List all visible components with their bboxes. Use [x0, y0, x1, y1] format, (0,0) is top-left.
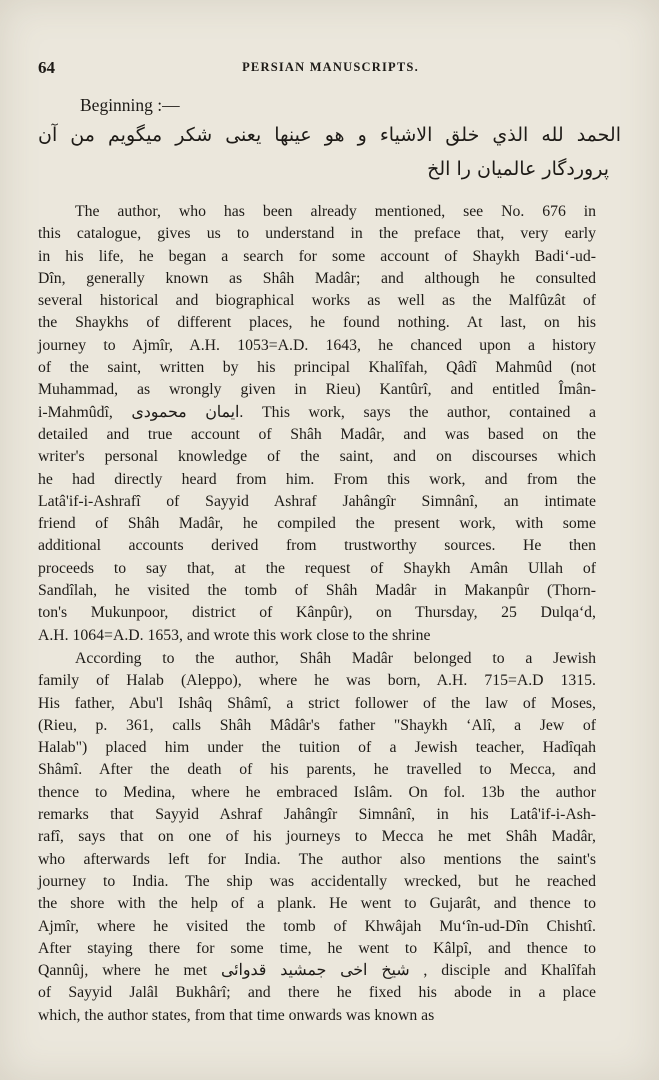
text-line: journey to India. The ship was accidentally wrecked, but he reached — [38, 872, 596, 890]
text-line: he had directly heard from him. From this work, and from the — [38, 470, 596, 488]
text-line: Qannûj, where he met شیخ اخی جمشید قدوائی , disciple and Khalîfah — [38, 962, 596, 980]
arabic-incipit-line-1: الحمد لله الذي خلق الاشياء و هو عینها یعنی شکر میگویم من آن — [38, 124, 621, 146]
text-line: His father, Abu'l Ishâq Shâmî, a strict follower of the law of Moses, — [38, 694, 596, 712]
text-line: According to the author, Shâh Madâr belonged to a Jewish — [75, 650, 596, 667]
page-number: 64 — [38, 58, 55, 77]
text-line: Sandîlah, he visited the tomb of Shâh Madâr in Makanpûr (Thorn- — [38, 582, 596, 600]
text-line: family of Halab (Aleppo), where he was born, A.H. 715=A.D 1315. — [38, 672, 596, 690]
text-line: Shâmî. After the death of his parents, he travelled to Mecca, and — [38, 761, 596, 779]
text-line: After staying there for some time, he went to Kâlpî, and thence to — [38, 939, 596, 957]
running-title: PERSIAN MANUSCRIPTS. — [242, 60, 419, 74]
text-line: (Rieu, p. 361, calls Shâh Mâdâr's father "Shaykh ‘Alî, a Jew of — [38, 716, 596, 734]
paragraph-author-preface — [38, 201, 596, 647]
text-line: the shore with the help of a plank. He went to Gujarât, and thence to — [38, 895, 596, 913]
text-line: remarks that Sayyid Ashraf Jahângîr Simnânî, in his Latâ'if-i-Ash- — [38, 806, 596, 824]
text-line: several historical and biographical works as well as the Malfûzât of — [38, 292, 596, 310]
text-line: in his life, he began a search for some account of Shaykh Badi‘-ud- — [38, 247, 596, 265]
text-line: proceeds to say that, at the request of Shaykh Amân Ullah of — [38, 559, 596, 577]
text-line: Ajmîr, where he visited the tomb of Khwâjah Mu‘în-ud-Dîn Chishtî. — [38, 917, 596, 935]
text-line: Latâ'if-i-Ashrafî of Sayyid Ashraf Jahângîr Simnânî, an intimate — [38, 492, 596, 510]
text-line: of Sayyid Jalâl Bukhârî; and there he fixed his abode in a place — [38, 984, 596, 1002]
arabic-incipit-line-2: پروردگار عالمیان را الخ — [427, 158, 609, 180]
text-line: Muhammad, as wrongly given in Rieu) Kantûrî, and entitled Îmân- — [38, 381, 596, 399]
text-line: The author, who has been already mentioned, see No. 676 in — [75, 203, 596, 220]
text-line: of the saint, written by his principal Khalîfah, Qâdî Mahmûd (not — [38, 359, 596, 377]
beginning-label: Beginning :— — [80, 95, 180, 115]
text-line: the Shaykhs of different places, he found nothing. At last, on his — [38, 314, 596, 332]
text-line: i-Mahmûdî, ایمان محمودی. This work, says the author, contained a — [38, 403, 596, 421]
text-line: journey to Ajmîr, A.H. 1053=A.D. 1643, he chanced upon a history — [38, 336, 596, 354]
text-line: Dîn, generally known as Shâh Madâr; and although he consulted — [38, 269, 596, 287]
text-line: rafî, says that on one of his journeys to Mecca he met Shâh Madâr, — [38, 828, 596, 846]
text-line: writer's personal knowledge of the saint, and on discourses which — [38, 448, 596, 466]
text-line: friend of Shâh Madâr, he compiled the present work, with some — [38, 515, 596, 533]
text-line: additional accounts derived from trustworthy sources. He then — [38, 537, 596, 555]
text-line: Halab") placed him under the tuition of a Jewish teacher, Hadîqah — [38, 739, 596, 757]
text-line: which, the author states, from that time onwards was known as — [38, 1006, 435, 1024]
text-line: A.H. 1064=A.D. 1653, and wrote this work close to the shrine — [38, 626, 431, 644]
paragraph-shah-madar-biography — [38, 648, 596, 1027]
text-line: ton's Mukunpoor, district of Kânpûr), on Thursday, 25 Dulqa‘d, — [38, 604, 596, 622]
text-line: thence to Medina, where he embraced Islâm. On fol. 13b the author — [38, 783, 596, 801]
text-line: who afterwards left for India. The author also mentions the saint's — [38, 850, 596, 868]
page-header — [38, 58, 623, 78]
text-line: detailed and true account of Shâh Madâr, and was based on the — [38, 425, 596, 443]
text-line: this catalogue, gives us to understand in the preface that, very early — [38, 225, 596, 243]
